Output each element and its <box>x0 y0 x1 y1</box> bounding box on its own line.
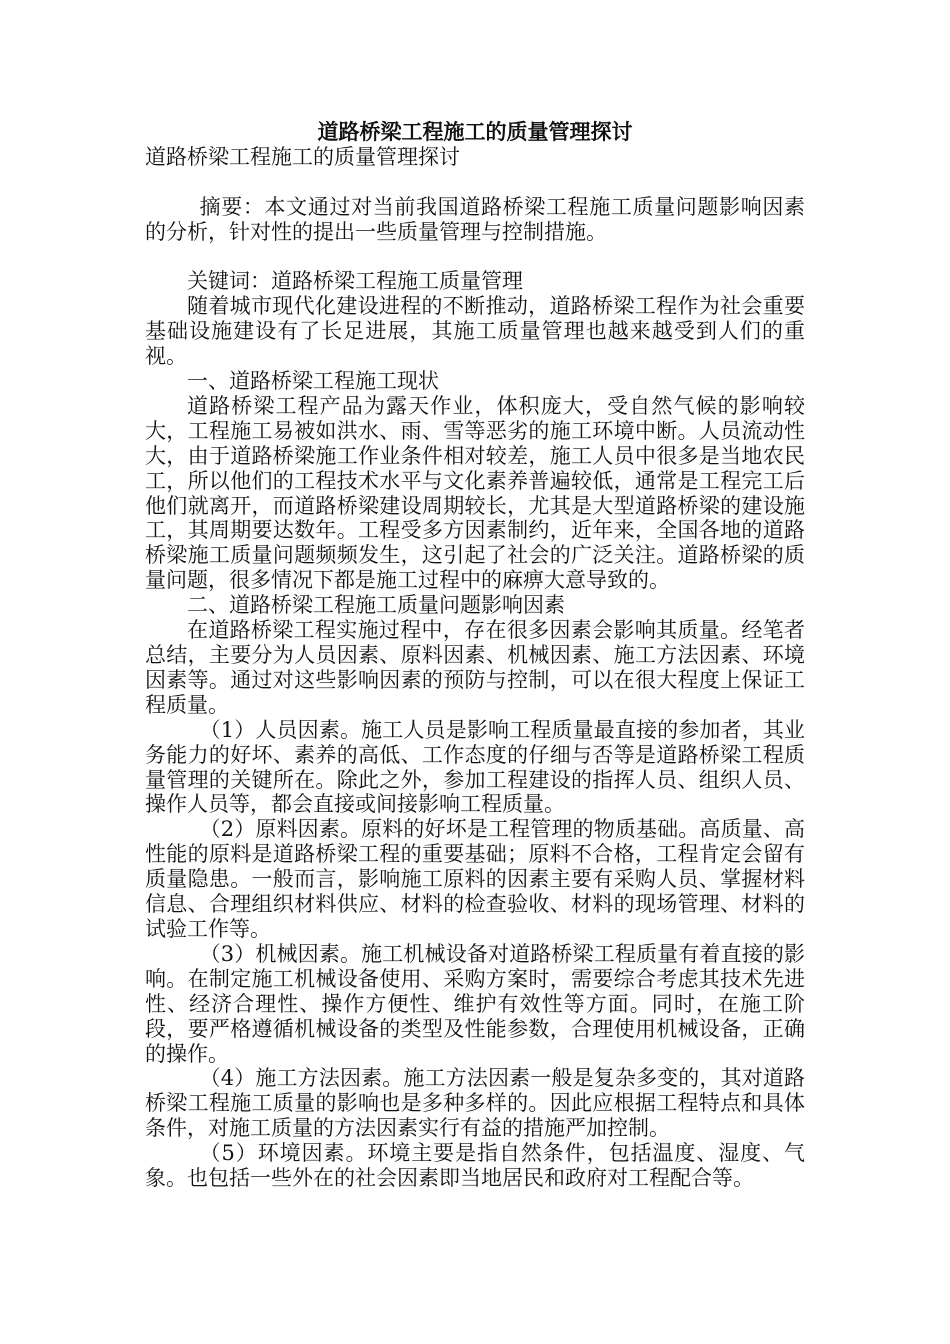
blank-line <box>145 170 805 195</box>
factor-paragraph-personnel: （1）人员因素。施工人员是影响工程质量最直接的参加者，其业务能力的好坏、素养的高低、工作态度的仔细与否等是道路桥梁工程质量管理的关键所在。除此之外，参加工程建设的指挥人员、组织人员、操作人员等，都会直接或间接影响工程质量。 <box>145 717 805 817</box>
document-subtitle: 道路桥梁工程施工的质量管理探讨 <box>145 144 460 169</box>
section-heading-2: 二、道路桥梁工程施工质量问题影响因素 <box>187 593 565 618</box>
document-page <box>145 120 805 1191</box>
section-body-1: 道路桥梁工程产品为露天作业，体积庞大，受自然气候的影响较大，工程施工易被如洪水、雨、雪等恶劣的施工环境中断。人员流动性大，由于道路桥梁施工作业条件相对较差，施工人员中很多是当地农民工，所以他们的工程技术水平与文化素养普遍较低，通常是工程完工后他们就离开，而道路桥梁建设周期较长，尤其是大型道路桥梁的建设施工，其周期要达数年。工程受多方因素制约，近年来，全国各地的道路桥梁施工质量问题频频发生，这引起了社会的广泛关注。道路桥梁的质量问题，很多情况下都是施工过程中的麻痹大意导致的。 <box>145 393 805 593</box>
keywords-line: 关键词：道路桥梁工程施工质量管理 <box>187 269 523 294</box>
section-body-2: 在道路桥梁工程实施过程中，存在很多因素会影响其质量。经笔者总结，主要分为人员因素、原料因素、机械因素、施工方法因素、环境因素等。通过对这些影响因素的预防与控制，可以在很大程度上保证工程质量。 <box>145 618 805 717</box>
factor-paragraph-machinery: （3）机械因素。施工机械设备对道路桥梁工程质量有着直接的影响。在制定施工机械设备使用、采购方案时，需要综合考虑其技术先进性、经济合理性、操作方便性、维护有效性等方面。同时，在施工阶段，要严格遵循机械设备的类型及性能参数，合理使用机械设备，正确的操作。 <box>145 941 805 1066</box>
abstract-paragraph: 摘要：本文通过对当前我国道路桥梁工程施工质量问题影响因素的分析，针对性的提出一些质量管理与控制措施。 <box>145 194 805 244</box>
factor-paragraph-method: （4）施工方法因素。施工方法因素一般是复杂多变的，其对道路桥梁工程施工质量的影响也是多种多样的。因此应根据工程特点和具体条件，对施工质量的方法因素实行有益的措施严加控制。 <box>145 1066 805 1141</box>
factor-paragraph-materials: （2）原料因素。原料的好坏是工程管理的物质基础。高质量、高性能的原料是道路桥梁工程的重要基础；原料不合格，工程肯定会留有质量隐患。一般而言，影响施工原料的因素主要有采购人员、掌握材料信息、合理组织材料供应、材料的检查验收、材料的现场管理、材料的试验工作等。 <box>145 817 805 941</box>
factor-paragraph-environment: （5）环境因素。环境主要是指自然条件，包括温度、湿度、气象。也包括一些外在的社会因素即当地居民和政府对工程配合等。 <box>145 1141 805 1191</box>
blank-line <box>145 245 805 270</box>
section-heading-1: 一、道路桥梁工程施工现状 <box>187 369 439 394</box>
document-title: 道路桥梁工程施工的质量管理探讨 <box>317 119 633 144</box>
intro-paragraph: 随着城市现代化建设进程的不断推动，道路桥梁工程作为社会重要基础设施建设有了长足进展，其施工质量管理也越来越受到人们的重视。 <box>145 294 805 369</box>
